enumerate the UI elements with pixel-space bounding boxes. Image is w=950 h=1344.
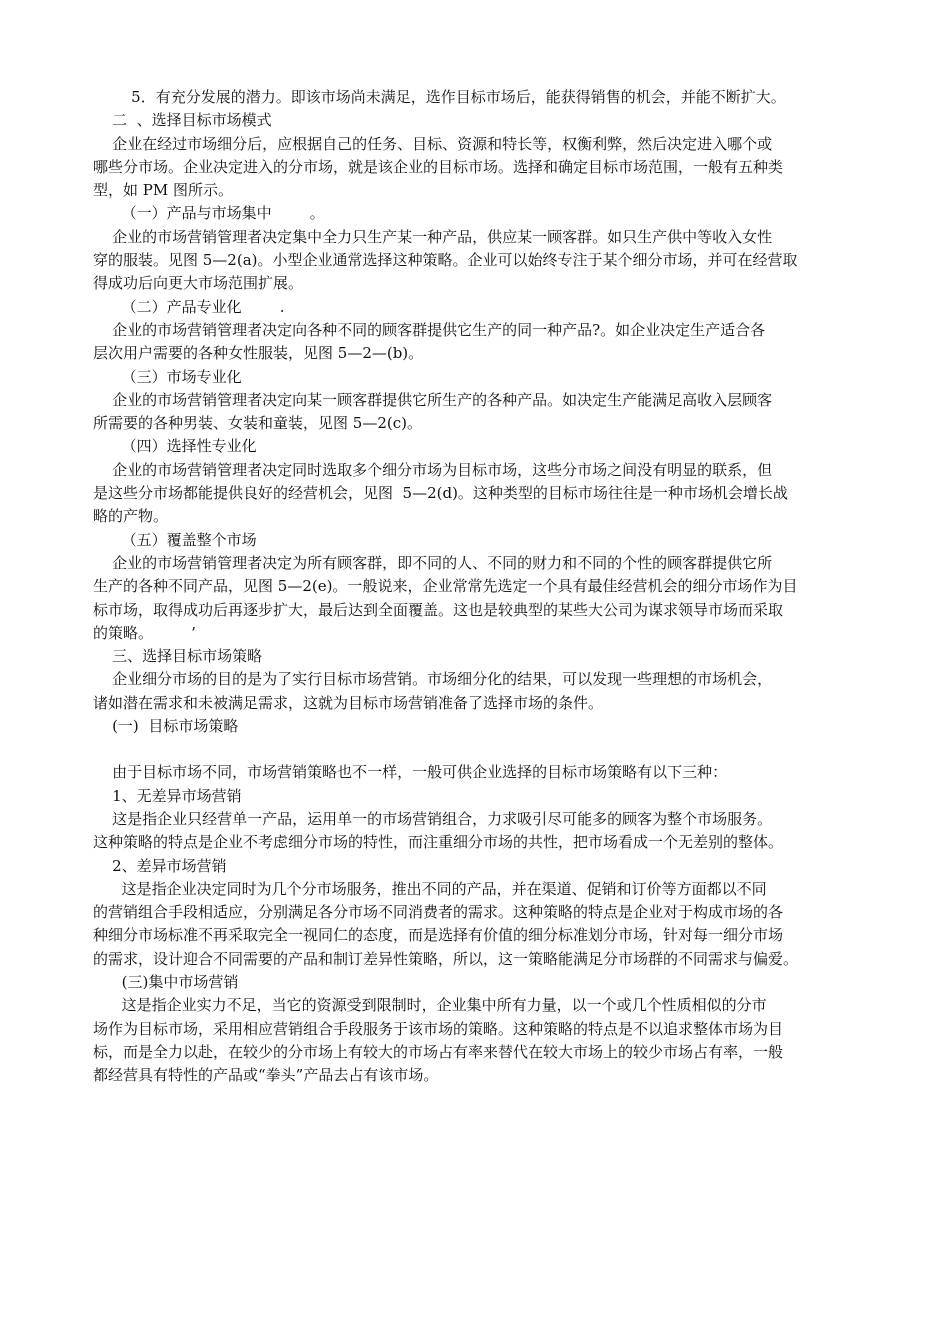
blank-line: [93, 738, 865, 761]
text-line: 标市场，取得成功后再逐步扩大，最后达到全面覆盖。这也是较典型的某些大公司为谋求领导市场而采取: [93, 600, 784, 619]
text-line: 生产的各种不同产品，见图 5—2(e)。一般说来，企业常常先选定一个具有最佳经营机会的细分市场作为目: [93, 577, 798, 596]
text-line: 这是指企业决定同时为几个分市场服务，推出不同的产品，并在渠道、促销和订价等方面都以不同: [93, 879, 767, 898]
text-line: 的营销组合手段相适应，分别满足各分市场不同消费者的需求。这种策略的特点是企业对于构成市场的各: [93, 903, 784, 922]
text-line: 略的产物。: [93, 507, 169, 526]
text-line: 诸如潜在需求和未被满足需求，这就为目标市场营销准备了选择市场的条件。: [93, 693, 604, 712]
text-line: 哪些分市场。企业决定进入的分市场，就是该企业的目标市场。选择和确定目标市场范围，一般有五种类: [93, 157, 784, 176]
text-line: 企业在经过市场细分后，应根据自己的任务、目标、资源和特长等，权衡利弊，然后决定进入哪个或: [93, 134, 773, 153]
subsection-heading: (一) 目标市场策略: [93, 717, 239, 736]
text-line: 企业的市场营销管理者决定向各种不同的顾客群提供它生产的同一种产品?。如企业决定生产适合各: [93, 320, 766, 339]
text-line: 的需求，设计迎合不同需要的产品和制订差异性策略，所以，这一策略能满足分市场群的不同需求与偏爱。: [93, 949, 799, 968]
subsection-heading: （四）选择性专业化: [93, 437, 257, 456]
text-line: 企业的市场营销管理者决定同时选取多个细分市场为目标市场，这些分市场之间没有明显的联系，但: [93, 460, 773, 479]
subsection-heading: (三)集中市场营销: [93, 972, 239, 991]
subsection-heading: （三）市场专业化: [93, 367, 242, 386]
text-line: 场作为目标市场，采用相应营销组合手段服务于该市场的策略。这种策略的特点是不以追求整体市场为目: [93, 1019, 784, 1038]
subsection-heading: （一）产品与市场集中 。: [93, 204, 325, 223]
text-line: 得成功后向更大市场范围扩展。: [93, 274, 304, 293]
subsection-heading: 2、差异市场营销: [93, 856, 227, 875]
text-line: 是这些分市场都能提供良好的经营机会，见图 5—2(d)。这种类型的目标市场往往是一种市场机会增长战: [93, 484, 788, 503]
document-page: [93, 86, 865, 1087]
subsection-heading: （二）产品专业化 .: [93, 297, 285, 316]
text-line: 企业的市场营销管理者决定集中全力只生产某一种产品，供应某一顾客群。如只生产供中等收入女性: [93, 227, 773, 246]
text-line: 这是指企业实力不足，当它的资源受到限制时，企业集中所有力量，以一个或几个性质相似的分市: [93, 996, 767, 1015]
text-line: 的策略。 ’: [93, 623, 196, 642]
text-line: 所需要的各种男装、女装和童装，见图 5—2(c)。: [93, 414, 422, 433]
text-line: 这是指企业只经营单一产品，运用单一的市场营销组合，力求吸引尽可能多的顾客为整个市场服务。: [93, 809, 773, 828]
text-line: 企业的市场营销管理者决定向某一顾客群提供它所生产的各种产品。如决定生产能满足高收入层顾客: [93, 390, 773, 409]
text-line: 5．有充分发展的潜力。即该市场尚未满足，选作目标市场后，能获得销售的机会，并能不断扩大。: [93, 88, 786, 106]
text-line: 型，如 PM 图所示。: [93, 181, 233, 200]
section-heading: 三、选择目标市场策略: [93, 647, 263, 666]
text-line: 企业细分市场的目的是为了实行目标市场营销。市场细分化的结果，可以发现一些理想的市场机会，: [93, 670, 773, 689]
text-line: 都经营具有特性的产品或“拳头”产品去占有该市场。: [93, 1066, 439, 1085]
subsection-heading: （五）覆盖整个市场: [93, 530, 257, 549]
text-line: 穿的服装。见图 5—2(a)。小型企业通常选择这种策略。企业可以始终专注于某个细分市场，并可在经营取: [93, 251, 798, 270]
text-line: 种细分市场标准不再采取完全一视同仁的态度，而是选择有价值的细分标准划分市场，针对每一细分市场: [93, 926, 784, 945]
text-line: 企业的市场营销管理者决定为所有顾客群，即不同的人、不同的财力和不同的个性的顾客群提供它所: [93, 553, 773, 572]
section-heading: 二 、选择目标市场模式: [93, 111, 272, 130]
subsection-heading: 1、无差异市场营销: [93, 786, 242, 805]
text-line: 这种策略的特点是企业不考虑细分市场的特性，而注重细分市场的共性，把市场看成一个无差别的整体。: [93, 833, 784, 852]
text-line: 标，而是全力以赴，在较少的分市场上有较大的市场占有率来替代在较大市场上的较少市场占有率，一般: [93, 1042, 784, 1061]
text-line: 由于目标市场不同，市场营销策略也不一样，一般可供企业选择的目标市场策略有以下三种：: [93, 763, 728, 782]
text-line: 层次用户需要的各种女性服装，见图 5—2—(b)。: [93, 344, 424, 363]
